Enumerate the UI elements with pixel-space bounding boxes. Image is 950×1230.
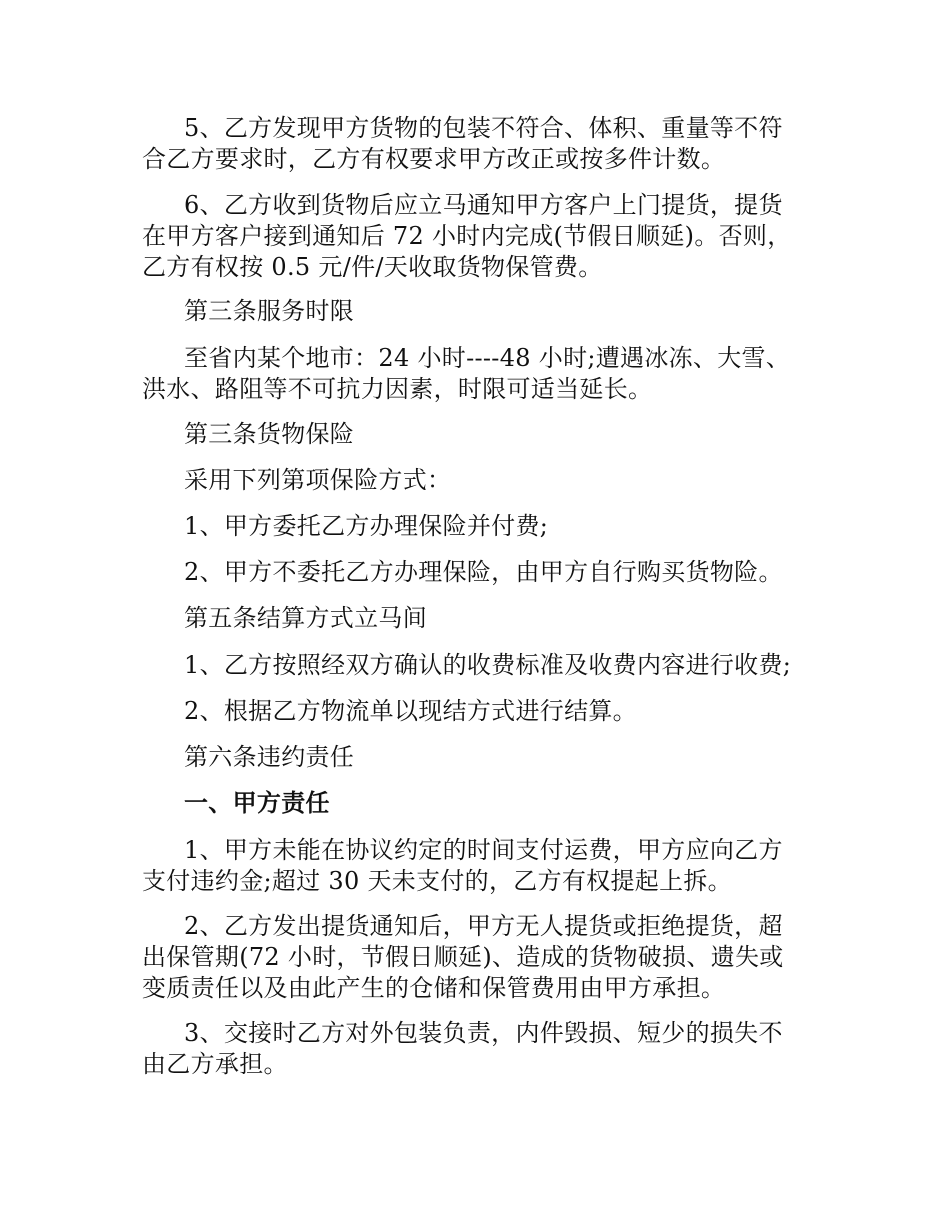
paragraph-settlement-1 [142, 650, 802, 681]
heading-party-a-liability [142, 788, 802, 819]
paragraph-clause-6 [142, 190, 802, 283]
text-line: 2、甲方不委托乙方办理保险，由甲方自行购买货物险。 [184, 558, 783, 586]
text-line: 合乙方要求时，乙方有权要求甲方改正或按多件计数。 [142, 145, 726, 173]
text-line: 变质责任以及由此产生的仓储和保管费用由甲方承担。 [142, 974, 726, 1002]
text-line: 由乙方承担。 [142, 1050, 288, 1078]
paragraph-insurance-option-1 [142, 511, 802, 542]
text-line: 在甲方客户接到通知后 72 小时内完成(节假日顺延)。否则， [142, 222, 792, 250]
paragraph-clause-5 [142, 113, 802, 175]
heading-settlement-method [142, 603, 802, 634]
text-line: 采用下列第项保险方式： [184, 466, 452, 494]
paragraph-liability-1 [142, 835, 802, 897]
paragraph-liability-3 [142, 1018, 802, 1080]
text-line: 1、乙方按照经双方确认的收费标准及收费内容进行收费; [184, 651, 792, 679]
text-line: 1、甲方委托乙方办理保险并付费; [184, 512, 549, 540]
text-line: 乙方有权按 0.5 元/件/天收取货物保管费。 [142, 253, 603, 281]
text-line: 支付违约金;超过 30 天未支付的，乙方有权提起上拆。 [142, 867, 732, 895]
paragraph-insurance-option-2 [142, 557, 802, 588]
text-line: 2、乙方发出提货通知后，甲方无人提货或拒绝提货，超 [184, 912, 783, 940]
text-line: 2、根据乙方物流单以现结方式进行结算。 [184, 697, 637, 725]
text-line: 第三条服务时限 [184, 297, 355, 325]
text-line: 出保管期(72 小时，节假日顺延)、造成的货物破损、遗失或 [142, 943, 784, 971]
text-line: 1、甲方未能在协议约定的时间支付运费，甲方应向乙方 [184, 836, 783, 864]
heading-breach-liability [142, 742, 802, 773]
text-line: 至省内某个地市：24 小时----48 小时;遭遇冰冻、大雪、 [184, 344, 791, 372]
text-line: 第六条违约责任 [184, 743, 355, 771]
text-line: 第三条货物保险 [184, 420, 355, 448]
text-line: 洪水、路阻等不可抗力因素，时限可适当延长。 [142, 375, 653, 403]
paragraph-insurance-method [142, 465, 802, 496]
paragraph-settlement-2 [142, 696, 802, 727]
heading-cargo-insurance [142, 419, 802, 450]
text-line: 一、甲方责任 [184, 789, 330, 817]
paragraph-liability-2 [142, 911, 802, 1004]
text-line: 第五条结算方式立马间 [184, 604, 427, 632]
text-line: 6、乙方收到货物后应立马通知甲方客户上门提货，提货 [184, 191, 783, 219]
text-line: 3、交接时乙方对外包装负责，内件毁损、短少的损失不 [184, 1019, 783, 1047]
text-line: 5、乙方发现甲方货物的包装不符合、体积、重量等不符 [184, 114, 783, 142]
heading-service-time-limit [142, 296, 802, 327]
paragraph-time-limit [142, 343, 802, 405]
